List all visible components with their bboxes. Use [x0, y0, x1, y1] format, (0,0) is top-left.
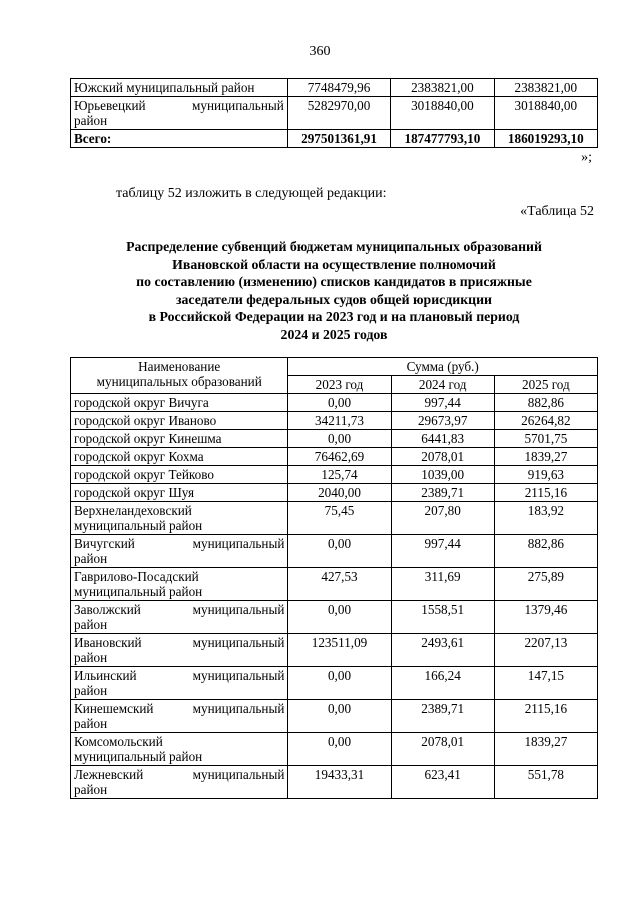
- amount-cell: 0,00: [288, 394, 391, 412]
- municipality-name-line: муниципальный район: [74, 518, 203, 533]
- table-row: [71, 484, 598, 502]
- heading-line: по составлению (изменению) списков кандидатов в присяжные: [136, 274, 532, 290]
- municipality-name-line: Вичугский муниципальный: [74, 536, 285, 551]
- table-row: [71, 667, 598, 700]
- amount-cell: 882,86: [494, 394, 597, 412]
- municipality-name-cell: [71, 466, 288, 484]
- amount-cell: 0,00: [288, 700, 391, 733]
- municipality-name-line: городской округ Шуя: [74, 485, 195, 500]
- amount-cell: 6441,83: [391, 430, 494, 448]
- header-sum: Сумма (руб.): [288, 358, 598, 376]
- amount-cell: 166,24: [391, 667, 494, 700]
- amount-cell: 551,78: [494, 766, 597, 799]
- amount-cell: 5282970,00: [287, 97, 390, 130]
- table-heading: [70, 238, 598, 344]
- municipality-name-line: городской округ Вичуга: [74, 395, 209, 410]
- table-row: [71, 568, 598, 601]
- municipality-name-line: район: [74, 617, 108, 632]
- amount-cell: 0,00: [288, 430, 391, 448]
- total-label: Всего:: [71, 130, 288, 148]
- amount-cell: 2493,61: [391, 634, 494, 667]
- total-row: [71, 130, 598, 148]
- amount-cell: 2383821,00: [494, 79, 597, 97]
- municipality-name-line: Верхнеландеховский: [74, 503, 192, 518]
- closing-quote-mark: »;: [581, 150, 592, 165]
- amount-cell: 2383821,00: [391, 79, 494, 97]
- municipality-name-cell: [71, 766, 288, 799]
- municipality-name-cell: [71, 502, 288, 535]
- municipality-name-line: Лежневский муниципальный: [74, 767, 285, 782]
- municipality-name-line: Ильинский муниципальный: [74, 668, 285, 683]
- table-row: [71, 601, 598, 634]
- amount-cell: 2389,71: [391, 700, 494, 733]
- table-row: [71, 97, 598, 130]
- municipality-name-line: городской округ Иваново: [74, 413, 217, 428]
- municipality-name-line: Заволжский муниципальный: [74, 602, 285, 617]
- table-row: [71, 634, 598, 667]
- municipality-name-cell: [71, 430, 288, 448]
- municipality-name-line: городской округ Тейково: [74, 467, 214, 482]
- amount-cell: 275,89: [494, 568, 597, 601]
- table-row: [71, 394, 598, 412]
- municipality-name-cell: [71, 733, 288, 766]
- municipality-name-line: Юрьевецкий муниципальный: [74, 98, 284, 113]
- amount-cell: 2115,16: [494, 484, 597, 502]
- amount-cell: 1379,46: [494, 601, 597, 634]
- amount-cell: 0,00: [288, 733, 391, 766]
- heading-line: заседатели федеральных судов общей юрисдикции: [175, 291, 492, 307]
- municipality-name-cell: [71, 601, 288, 634]
- amount-cell: 207,80: [391, 502, 494, 535]
- amount-cell: 75,45: [288, 502, 391, 535]
- municipality-name-cell: [71, 448, 288, 466]
- header-year-2025: 2025 год: [494, 376, 597, 394]
- municipality-name-line: Кинешемский муниципальный: [74, 701, 285, 716]
- amount-cell: 7748479,96: [287, 79, 390, 97]
- municipality-name-line: район: [74, 650, 108, 665]
- table-row: [71, 466, 598, 484]
- municipality-name-cell: [71, 700, 288, 733]
- total-amount-cell: 186019293,10: [494, 130, 597, 148]
- municipality-name-line: район: [74, 113, 108, 128]
- amount-cell: 5701,75: [494, 430, 597, 448]
- amount-cell: 183,92: [494, 502, 597, 535]
- amount-cell: 997,44: [391, 394, 494, 412]
- amount-cell: 26264,82: [494, 412, 597, 430]
- total-amount-cell: 187477793,10: [391, 130, 494, 148]
- amount-cell: 147,15: [494, 667, 597, 700]
- amount-cell: 1839,27: [494, 448, 597, 466]
- amount-cell: 1839,27: [494, 733, 597, 766]
- table-row: [71, 502, 598, 535]
- table-row: [71, 448, 598, 466]
- table-row: [71, 79, 598, 97]
- table-row: [71, 412, 598, 430]
- municipality-name-cell: [71, 412, 288, 430]
- amount-cell: 2115,16: [494, 700, 597, 733]
- amount-cell: 125,74: [288, 466, 391, 484]
- amount-cell: 2078,01: [391, 448, 494, 466]
- municipality-name-line: муниципальный район: [74, 749, 203, 764]
- amount-cell: 2207,13: [494, 634, 597, 667]
- table-row: [71, 430, 598, 448]
- total-amount-cell: 297501361,91: [287, 130, 390, 148]
- table-row: [71, 700, 598, 733]
- header-year-2024: 2024 год: [391, 376, 494, 394]
- header-year-2023: 2023 год: [288, 376, 391, 394]
- table-label: «Таблица 52: [520, 204, 594, 219]
- amount-cell: 76462,69: [288, 448, 391, 466]
- amount-cell: 3018840,00: [494, 97, 597, 130]
- amount-cell: 19433,31: [288, 766, 391, 799]
- municipality-name-line: Южский муниципальный район: [74, 80, 255, 95]
- amount-cell: 0,00: [288, 667, 391, 700]
- municipality-name-line: Гаврилово-Посадский: [74, 569, 199, 584]
- municipality-name-cell: [71, 394, 288, 412]
- municipality-name-line: район: [74, 551, 108, 566]
- heading-line: Ивановской области на осуществление полномочий: [172, 256, 496, 272]
- header-municipality: [71, 358, 288, 394]
- municipality-name-cell: [71, 535, 288, 568]
- amount-cell: 623,41: [391, 766, 494, 799]
- amount-cell: 1558,51: [391, 601, 494, 634]
- amount-cell: 311,69: [391, 568, 494, 601]
- amount-cell: 2389,71: [391, 484, 494, 502]
- amount-cell: 0,00: [288, 535, 391, 568]
- previous-table-continuation: [70, 78, 598, 148]
- amount-cell: 29673,97: [391, 412, 494, 430]
- municipality-name-cell: [71, 568, 288, 601]
- amount-cell: 1039,00: [391, 466, 494, 484]
- table-header-row: [71, 358, 598, 376]
- municipality-name-line: городской округ Кохма: [74, 449, 204, 464]
- amount-cell: 997,44: [391, 535, 494, 568]
- amendment-instruction: таблицу 52 изложить в следующей редакции:: [116, 186, 387, 201]
- municipality-name-cell: [71, 634, 288, 667]
- subvention-distribution-table: [70, 357, 598, 799]
- municipality-name-line: городской округ Кинешма: [74, 431, 222, 446]
- heading-line: в Российской Федерации на 2023 год и на плановый период: [148, 309, 520, 325]
- amount-cell: 3018840,00: [391, 97, 494, 130]
- municipality-name-cell: [71, 667, 288, 700]
- municipality-name-cell: [71, 484, 288, 502]
- municipality-name-line: район: [74, 716, 108, 731]
- municipality-name-line: Ивановский муниципальный: [74, 635, 285, 650]
- municipality-name-line: Комсомольский: [74, 734, 163, 749]
- municipality-name-line: район: [74, 683, 108, 698]
- amount-cell: 882,86: [494, 535, 597, 568]
- municipality-name-line: район: [74, 782, 108, 797]
- table-row: [71, 535, 598, 568]
- amount-cell: 427,53: [288, 568, 391, 601]
- heading-line: Распределение субвенций бюджетам муниципальных образований: [126, 239, 542, 254]
- amount-cell: 34211,73: [288, 412, 391, 430]
- municipality-name-cell: [71, 79, 288, 97]
- amount-cell: 919,63: [494, 466, 597, 484]
- header-name-line: муниципальных образований: [96, 374, 262, 389]
- amount-cell: 0,00: [288, 601, 391, 634]
- header-name-line: Наименование: [138, 359, 221, 374]
- municipality-name-cell: [71, 97, 288, 130]
- amount-cell: 2078,01: [391, 733, 494, 766]
- page-number: 360: [309, 44, 331, 59]
- amount-cell: 123511,09: [288, 634, 391, 667]
- heading-line: 2024 и 2025 годов: [280, 326, 388, 342]
- table-row: [71, 766, 598, 799]
- amount-cell: 2040,00: [288, 484, 391, 502]
- municipality-name-line: муниципальный район: [74, 584, 203, 599]
- table-row: [71, 733, 598, 766]
